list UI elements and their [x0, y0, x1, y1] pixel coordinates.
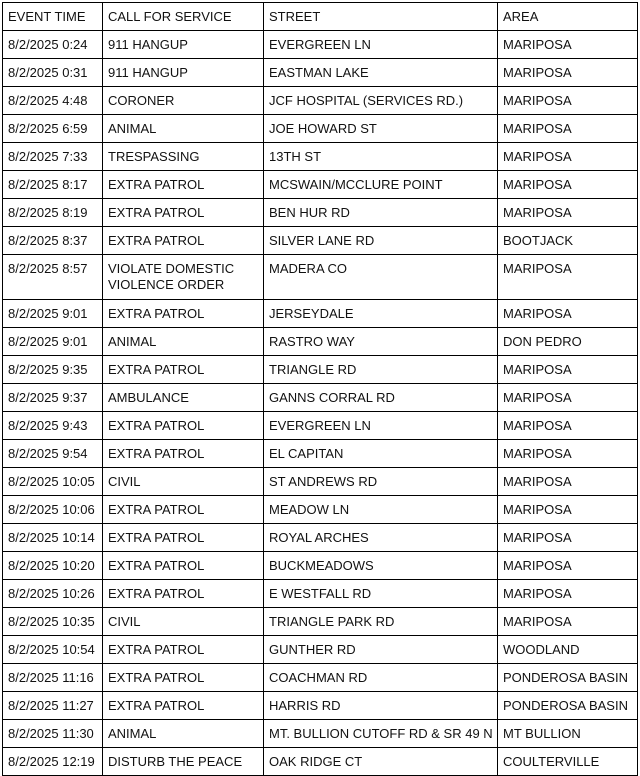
call-for-service-cell: EXTRA PATROL [103, 496, 264, 524]
area-cell: MARIPOSA [498, 524, 638, 552]
event-time-cell: 8/2/2025 6:59 [3, 115, 103, 143]
street-cell: HARRIS RD [264, 692, 498, 720]
table-header [3, 3, 638, 31]
area-cell: BOOTJACK [498, 227, 638, 255]
table-row [3, 748, 638, 776]
street-cell: JERSEYDALE [264, 300, 498, 328]
event-time-cell: 8/2/2025 8:37 [3, 227, 103, 255]
table-row [3, 664, 638, 692]
street-cell: COACHMAN RD [264, 664, 498, 692]
event-time-cell: 8/2/2025 10:05 [3, 468, 103, 496]
event-time-cell: 8/2/2025 12:19 [3, 748, 103, 776]
area-cell: MARIPOSA [498, 356, 638, 384]
call-for-service-cell: DISTURB THE PEACE [103, 748, 264, 776]
table-row [3, 692, 638, 720]
street-cell: E WESTFALL RD [264, 580, 498, 608]
event-time-cell: 8/2/2025 10:35 [3, 608, 103, 636]
event-time-cell: 8/2/2025 9:37 [3, 384, 103, 412]
table-row [3, 255, 638, 300]
table-row [3, 31, 638, 59]
street-cell: ST ANDREWS RD [264, 468, 498, 496]
call-for-service-cell: CORONER [103, 87, 264, 115]
call-for-service-cell: EXTRA PATROL [103, 580, 264, 608]
event-time-cell: 8/2/2025 11:30 [3, 720, 103, 748]
table-row [3, 199, 638, 227]
call-for-service-cell: EXTRA PATROL [103, 524, 264, 552]
street-cell: RASTRO WAY [264, 328, 498, 356]
street-cell: BEN HUR RD [264, 199, 498, 227]
table-row [3, 300, 638, 328]
area-cell: MARIPOSA [498, 440, 638, 468]
call-for-service-cell: EXTRA PATROL [103, 171, 264, 199]
street-cell: GUNTHER RD [264, 636, 498, 664]
street-cell: EVERGREEN LN [264, 412, 498, 440]
street-cell: 13TH ST [264, 143, 498, 171]
street-cell: JOE HOWARD ST [264, 115, 498, 143]
event-time-cell: 8/2/2025 9:43 [3, 412, 103, 440]
area-cell: WOODLAND [498, 636, 638, 664]
street-cell: MCSWAIN/MCCLURE POINT [264, 171, 498, 199]
column-header-street: STREET [264, 3, 498, 31]
table-row [3, 496, 638, 524]
street-cell: BUCKMEADOWS [264, 552, 498, 580]
event-time-cell: 8/2/2025 10:06 [3, 496, 103, 524]
event-time-cell: 8/2/2025 8:57 [3, 255, 103, 300]
area-cell: COULTERVILLE [498, 748, 638, 776]
area-cell: MARIPOSA [498, 31, 638, 59]
call-for-service-cell: EXTRA PATROL [103, 199, 264, 227]
street-cell: MEADOW LN [264, 496, 498, 524]
street-cell: TRIANGLE PARK RD [264, 608, 498, 636]
event-time-cell: 8/2/2025 7:33 [3, 143, 103, 171]
street-cell: EASTMAN LAKE [264, 59, 498, 87]
area-cell: PONDEROSA BASIN [498, 664, 638, 692]
table-row [3, 356, 638, 384]
area-cell: MARIPOSA [498, 496, 638, 524]
table-row [3, 171, 638, 199]
area-cell: MARIPOSA [498, 608, 638, 636]
call-for-service-cell: ANIMAL [103, 328, 264, 356]
table-row [3, 552, 638, 580]
call-for-service-cell: EXTRA PATROL [103, 692, 264, 720]
street-cell: EL CAPITAN [264, 440, 498, 468]
street-cell: ROYAL ARCHES [264, 524, 498, 552]
call-for-service-cell: TRESPASSING [103, 143, 264, 171]
area-cell: PONDEROSA BASIN [498, 692, 638, 720]
event-time-cell: 8/2/2025 0:31 [3, 59, 103, 87]
table-row [3, 524, 638, 552]
table-row [3, 384, 638, 412]
area-cell: MARIPOSA [498, 115, 638, 143]
table-body [3, 31, 638, 776]
area-cell: MARIPOSA [498, 580, 638, 608]
area-cell: MARIPOSA [498, 255, 638, 300]
call-log-table [2, 2, 638, 776]
area-cell: MARIPOSA [498, 384, 638, 412]
call-for-service-cell: EXTRA PATROL [103, 227, 264, 255]
table-row [3, 468, 638, 496]
event-time-cell: 8/2/2025 11:27 [3, 692, 103, 720]
event-time-cell: 8/2/2025 8:19 [3, 199, 103, 227]
event-time-cell: 8/2/2025 0:24 [3, 31, 103, 59]
area-cell: MARIPOSA [498, 171, 638, 199]
street-cell: OAK RIDGE CT [264, 748, 498, 776]
table-row [3, 143, 638, 171]
street-cell: MADERA CO [264, 255, 498, 300]
table-row [3, 440, 638, 468]
call-for-service-cell: EXTRA PATROL [103, 440, 264, 468]
area-cell: MT BULLION [498, 720, 638, 748]
event-time-cell: 8/2/2025 4:48 [3, 87, 103, 115]
area-cell: MARIPOSA [498, 552, 638, 580]
area-cell: MARIPOSA [498, 59, 638, 87]
event-time-cell: 8/2/2025 9:01 [3, 300, 103, 328]
street-cell: JCF HOSPITAL (SERVICES RD.) [264, 87, 498, 115]
event-time-cell: 8/2/2025 9:35 [3, 356, 103, 384]
street-cell: EVERGREEN LN [264, 31, 498, 59]
street-cell: SILVER LANE RD [264, 227, 498, 255]
event-time-cell: 8/2/2025 10:14 [3, 524, 103, 552]
table-row [3, 636, 638, 664]
table-row [3, 720, 638, 748]
street-cell: GANNS CORRAL RD [264, 384, 498, 412]
column-header-event-time: EVENT TIME [3, 3, 103, 31]
call-for-service-cell: EXTRA PATROL [103, 300, 264, 328]
table-row [3, 115, 638, 143]
call-for-service-cell: AMBULANCE [103, 384, 264, 412]
call-for-service-cell: CIVIL [103, 468, 264, 496]
event-time-cell: 8/2/2025 10:20 [3, 552, 103, 580]
area-cell: MARIPOSA [498, 199, 638, 227]
call-for-service-cell: CIVIL [103, 608, 264, 636]
call-for-service-cell: EXTRA PATROL [103, 636, 264, 664]
area-cell: MARIPOSA [498, 300, 638, 328]
call-for-service-cell: ANIMAL [103, 720, 264, 748]
area-cell: MARIPOSA [498, 468, 638, 496]
column-header-call-for-service: CALL FOR SERVICE [103, 3, 264, 31]
table-row [3, 328, 638, 356]
event-time-cell: 8/2/2025 11:16 [3, 664, 103, 692]
table-row [3, 608, 638, 636]
call-for-service-cell: EXTRA PATROL [103, 664, 264, 692]
call-for-service-cell: EXTRA PATROL [103, 412, 264, 440]
area-cell: MARIPOSA [498, 412, 638, 440]
column-header-area: AREA [498, 3, 638, 31]
call-for-service-cell: VIOLATE DOMESTIC VIOLENCE ORDER [103, 255, 264, 300]
table-row [3, 59, 638, 87]
table-row [3, 227, 638, 255]
area-cell: DON PEDRO [498, 328, 638, 356]
call-for-service-cell: ANIMAL [103, 115, 264, 143]
event-time-cell: 8/2/2025 8:17 [3, 171, 103, 199]
call-for-service-cell: 911 HANGUP [103, 31, 264, 59]
call-for-service-cell: EXTRA PATROL [103, 356, 264, 384]
event-time-cell: 8/2/2025 9:01 [3, 328, 103, 356]
call-for-service-cell: 911 HANGUP [103, 59, 264, 87]
header-row [3, 3, 638, 31]
event-time-cell: 8/2/2025 9:54 [3, 440, 103, 468]
call-for-service-cell: EXTRA PATROL [103, 552, 264, 580]
table-row [3, 412, 638, 440]
table-row [3, 87, 638, 115]
area-cell: MARIPOSA [498, 143, 638, 171]
street-cell: TRIANGLE RD [264, 356, 498, 384]
table-row [3, 580, 638, 608]
area-cell: MARIPOSA [498, 87, 638, 115]
street-cell: MT. BULLION CUTOFF RD & SR 49 N [264, 720, 498, 748]
event-time-cell: 8/2/2025 10:26 [3, 580, 103, 608]
event-time-cell: 8/2/2025 10:54 [3, 636, 103, 664]
